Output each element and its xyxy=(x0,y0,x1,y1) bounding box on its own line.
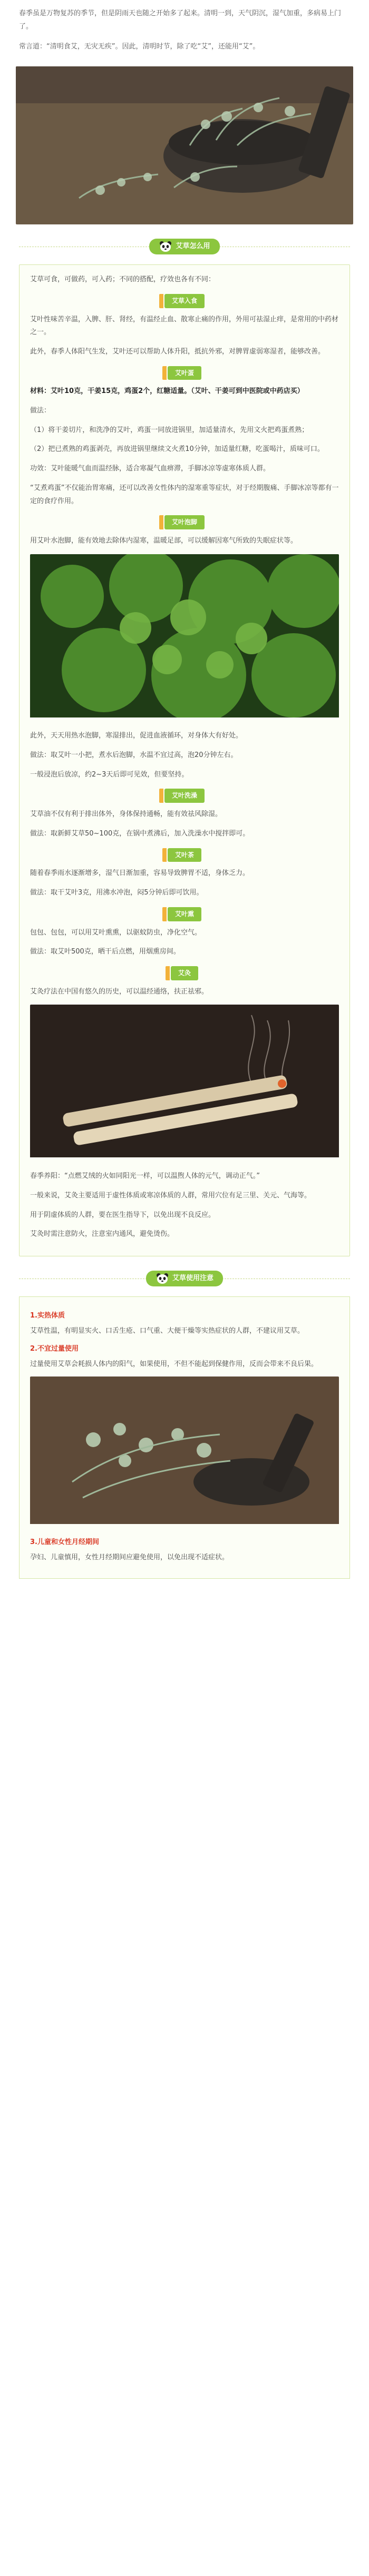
smoke-text-1: 包包、包包，可以用艾叶熏熏，以驱蚊防虫，净化空气。 xyxy=(30,928,202,937)
tag-label: 艾叶泡脚 xyxy=(164,515,205,529)
tag-label: 艾叶蛋 xyxy=(168,366,201,380)
section-title: 艾草怎么用 xyxy=(176,242,210,250)
panda-icon xyxy=(156,1273,169,1284)
tag-label: 艾叶茶 xyxy=(168,848,201,862)
hero-photo-mugwort-bowl xyxy=(16,66,353,224)
note-heading-3: 3.儿童和女性月经期间 xyxy=(30,1538,99,1547)
egg-ingredients: 材料：艾叶10克，干姜15克，鸡蛋2个，红糖适量。（艾叶、干姜可到中医院或中药店买） xyxy=(30,387,304,396)
tag-label: 艾叶洗澡 xyxy=(164,789,205,803)
bath-text-2: 此外，天天用热水泡脚，寒湿排出，促进血液循环，对身体大有好处。 xyxy=(30,732,243,740)
egg-step-2: （2）把已煮熟的鸡蛋剥壳，再放进锅里继续文火煮10分钟，加适量红糖，吃蛋喝汁，质味可口。 xyxy=(30,445,324,454)
section-pill xyxy=(146,1271,223,1287)
tag-label: 艾叶熏 xyxy=(168,907,201,921)
section-header-how-to-use xyxy=(0,236,369,257)
egg-effect: 功效：艾叶能暖气血而温经脉，适合寒凝气血痹滞，手脚冰凉等虚寒体质人群。 xyxy=(30,465,270,473)
egg-method-label: 做法： xyxy=(30,407,51,415)
intro-paragraph-1: 春季虽是万物复苏的季节，但是阴雨天也随之开始多了起来。清明一到，天气阴沉，湿气加重，多病易上门了。 xyxy=(19,9,342,31)
tag-intro xyxy=(30,294,339,308)
intro-paragraph-2: 常言道：“清明食艾，无灾无疾”。因此，清明时节，除了吃“艾”，还能用“艾”。 xyxy=(19,43,260,51)
moxa-text-5: 艾灸时需注意防火，注意室内通风，避免烫伤。 xyxy=(30,1230,174,1238)
photo-mugwort-mortar xyxy=(30,1377,339,1529)
wash-text-1: 艾草油不仅有利于排出体外，身体保持通畅，能有效祛风除湿。 xyxy=(30,810,222,819)
photo-mugwort-plant xyxy=(30,554,339,723)
egg-tip: “艾煮鸡蛋”不仅能治胃寒痛，还可以改善女性体内的湿寒重等症状，对于经期腹痛、手脚冰凉等都有一定的食疗作用。 xyxy=(30,484,339,505)
bath-text-4: 一般浸泡后放凉，约2~3天后即可见效，但要坚持。 xyxy=(30,770,189,779)
note-heading-2: 2.不宜过量使用 xyxy=(30,1345,79,1353)
note-text-2: 过量使用艾草会耗损人体内的阳气，如果使用，不但不能起到保健作用，反而会带来不良后果。 xyxy=(30,1360,318,1368)
note-heading-1: 1.实热体质 xyxy=(30,1311,65,1320)
notes-card xyxy=(19,1296,350,1579)
section-title: 艾草使用注意 xyxy=(172,1274,213,1282)
tag-egg xyxy=(30,366,339,380)
usage-card xyxy=(19,264,350,1256)
intro-text-2: 此外，春季人体阳气生发，艾叶还可以帮助人体升阳，抵抗外邪，对脾胃虚弱寒湿者，能够改善。 xyxy=(30,347,325,356)
tea-text-2: 做法：取干艾叶3克，用沸水冲泡，闷5分钟后即可饮用。 xyxy=(30,889,203,897)
section-pill xyxy=(149,239,219,255)
wash-text-2: 做法：取新鲜艾草50~100克，在锅中煮沸后，加入洗澡水中搅拌即可。 xyxy=(30,829,250,838)
intro-text-1: 艾叶性味苦辛温，入脾、肝、肾经，有温经止血、散寒止痛的作用，外用可祛湿止痒，是常用的中药材之一。 xyxy=(30,315,339,337)
tag-moxa xyxy=(30,966,339,980)
tag-wash xyxy=(30,789,339,803)
tag-foot-bath xyxy=(30,515,339,529)
photo-moxa-sticks xyxy=(30,1005,339,1163)
note-text-3: 孕妇、儿童慎用，女性月经期间应避免使用，以免出现不适症状。 xyxy=(30,1554,229,1562)
moxa-text-3: 一般来说，艾灸主要适用于虚性体质或寒凉体质的人群，常用穴位有足三里、关元、气海等。 xyxy=(30,1191,312,1199)
smoke-text-2: 做法：取艾叶500克，晒干后点燃，用烟熏房间。 xyxy=(30,948,180,956)
panda-icon xyxy=(159,241,172,252)
tag-tea xyxy=(30,848,339,862)
tea-text-1: 随着春季雨水逐渐增多，湿气日渐加重，容易导致脾胃不适，身体乏力。 xyxy=(30,869,250,878)
egg-step-1: （1）将干姜切片，和洗净的艾叶，鸡蛋一同放进锅里，加适量清水，先用文火把鸡蛋煮熟； xyxy=(30,426,309,434)
bath-text-3: 做法：取艾叶一小把，煮水后泡脚，水温不宜过高，泡20分钟左右。 xyxy=(30,751,238,760)
tag-label: 艾灸 xyxy=(171,966,198,980)
section-header-notes xyxy=(0,1268,369,1289)
moxa-text-2: 春季养阳：“点燃艾绒的火如同阳光一样，可以温煦人体的元气，调动正气。” xyxy=(30,1172,260,1181)
moxa-text-1: 艾灸疗法在中国有悠久的历史，可以温经通络，扶正祛邪。 xyxy=(30,987,209,996)
bath-text-1: 用艾叶水泡脚，能有效地去除体内湿寒，温暖足部，可以缓解因寒气所致的失眠症状等。 xyxy=(30,537,298,545)
tag-label: 艾草入食 xyxy=(164,294,205,308)
note-text-1: 艾草性温，有明显实火、口舌生疮、口气重、大便干燥等实热症状的人群，不建议用艾草。 xyxy=(30,1326,305,1335)
moxa-text-4: 用于阴虚体质的人群，要在医生指导下，以免出现不良反应。 xyxy=(30,1211,216,1219)
intro xyxy=(0,0,369,66)
tag-smoke xyxy=(30,907,339,921)
lead-text: 艾草可食，可做药，可入药；不同的搭配，疗效也各有不同： xyxy=(30,276,216,284)
